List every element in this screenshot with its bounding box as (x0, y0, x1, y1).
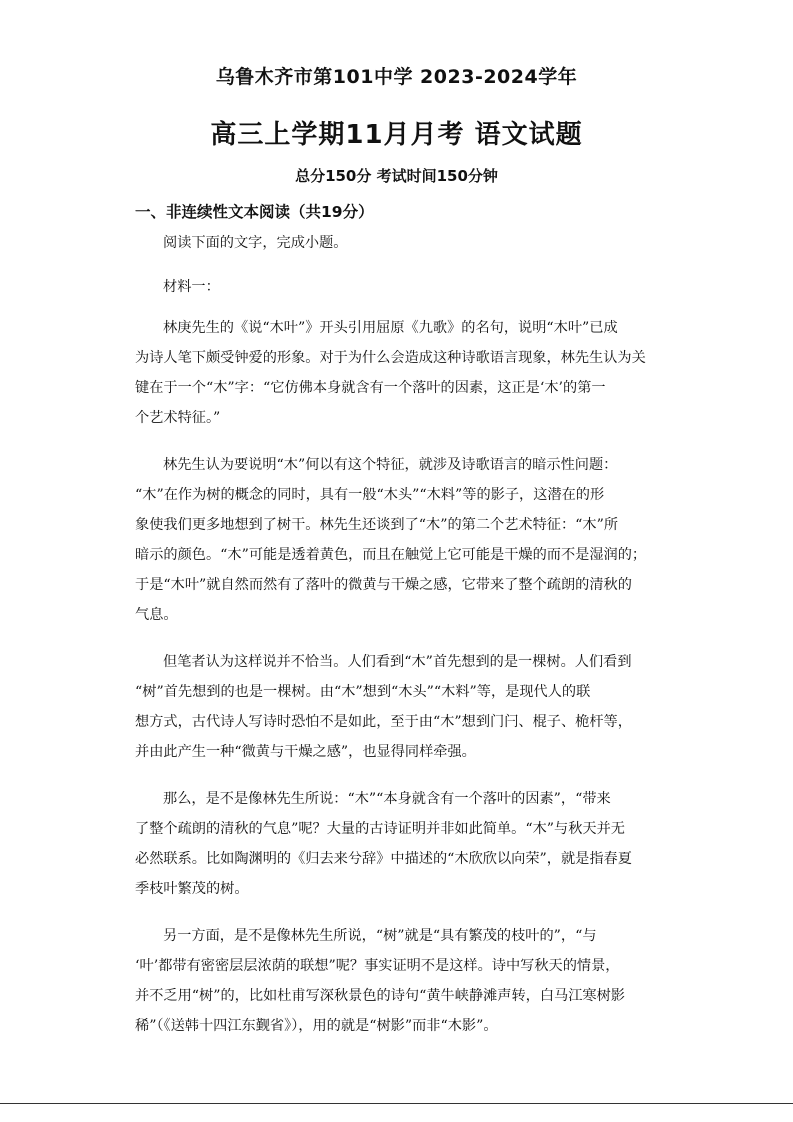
paragraph-line: 并不乏用“树”的，比如杜甫写深秋景色的诗句“黄牛峡静滩声转，白马江寒树影 (135, 988, 625, 1004)
exam-info: 总分150分 考试时间150分钟 (295, 167, 498, 185)
paragraph-line: 于是“木叶”就自然而然有了落叶的微黄与干燥之感，它带来了整个疏朗的清秋的 (135, 577, 632, 593)
paragraph-line: “木”在作为树的概念的同时，具有一般“木头”“木料”等的影子，这潜在的形 (135, 487, 605, 503)
paragraph-line: ‘叶’都带有密密层层浓荫的联想”呢？事实证明不是这样。诗中写秋天的情景， (135, 958, 620, 974)
section-heading: 一、非连续性文本阅读（共19分） (135, 203, 374, 221)
paragraph-line: 另一方面，是不是像林先生所说，“树”就是“具有繁茂的枝叶的”，“与 (163, 928, 597, 944)
paragraph-line: 键在于一个“木”字：“它仿佛本身就含有一个落叶的因素，这正是‘木’的第一 (135, 380, 606, 396)
paragraph-line: 象使我们更多地想到了树干。林先生还谈到了“木”的第二个艺术特征：“木”所 (135, 517, 619, 533)
paragraph-line: 并由此产生一种“微黄与干燥之感”，也显得同样牵强。 (135, 744, 476, 760)
paragraph-line: “树”首先想到的也是一棵树。由“木”想到“木头”“木料”等，是现代人的联 (135, 684, 591, 700)
paragraph-line: 但笔者认为这样说并不恰当。人们看到“木”首先想到的是一棵树。人们看到 (163, 654, 632, 670)
exam-title: 高三上学期11月月考 语文试题 (210, 120, 583, 150)
page-bottom-divider (0, 1103, 793, 1104)
paragraph-line: 想方式，古代诗人写诗时恐怕不是如此，至于由“木”想到门闩、棍子、桅杆等， (135, 714, 632, 730)
paragraph-line: 林庚先生的《说“木叶”》开头引用屈原《九歌》的名句，说明“木叶”已成 (163, 320, 618, 336)
paragraph-line: 稀”（《送韩十四江东觐省》），用的就是“树影”而非“木影”。 (135, 1018, 498, 1034)
school-line: 乌鲁木齐市第101中学 2023-2024学年 (215, 66, 578, 88)
paragraph-line: 了整个疏朗的清秋的气息”呢？大量的古诗证明并非如此简单。“木”与秋天并无 (135, 821, 625, 837)
paragraph-line: 必然联系。比如陶渊明的《归去来兮辞》中描述的“木欣欣以向荣”，就是指春夏 (135, 851, 632, 867)
paragraph-line: 林先生认为要说明“木”何以有这个特征，就涉及诗歌语言的暗示性问题： (163, 457, 618, 473)
paragraph-line: 为诗人笔下颇受钟爱的形象。对于为什么会造成这种诗歌语言现象，林先生认为关 (135, 350, 646, 366)
paragraph-line: 那么，是不是像林先生所说：“木”“本身就含有一个落叶的因素”，“带来 (163, 791, 611, 807)
material-label: 材料一： (163, 279, 220, 295)
paragraph-line: 气息。 (135, 607, 178, 623)
paragraph-line: 暗示的颜色。“木”可能是透着黄色，而且在触觉上它可能是干燥的而不是湿润的； (135, 547, 647, 563)
paragraph-line: 个艺术特征。” (135, 410, 221, 426)
reading-instruction: 阅读下面的文字，完成小题。 (163, 235, 348, 251)
paragraph-line: 季枝叶繁茂的树。 (135, 881, 249, 897)
